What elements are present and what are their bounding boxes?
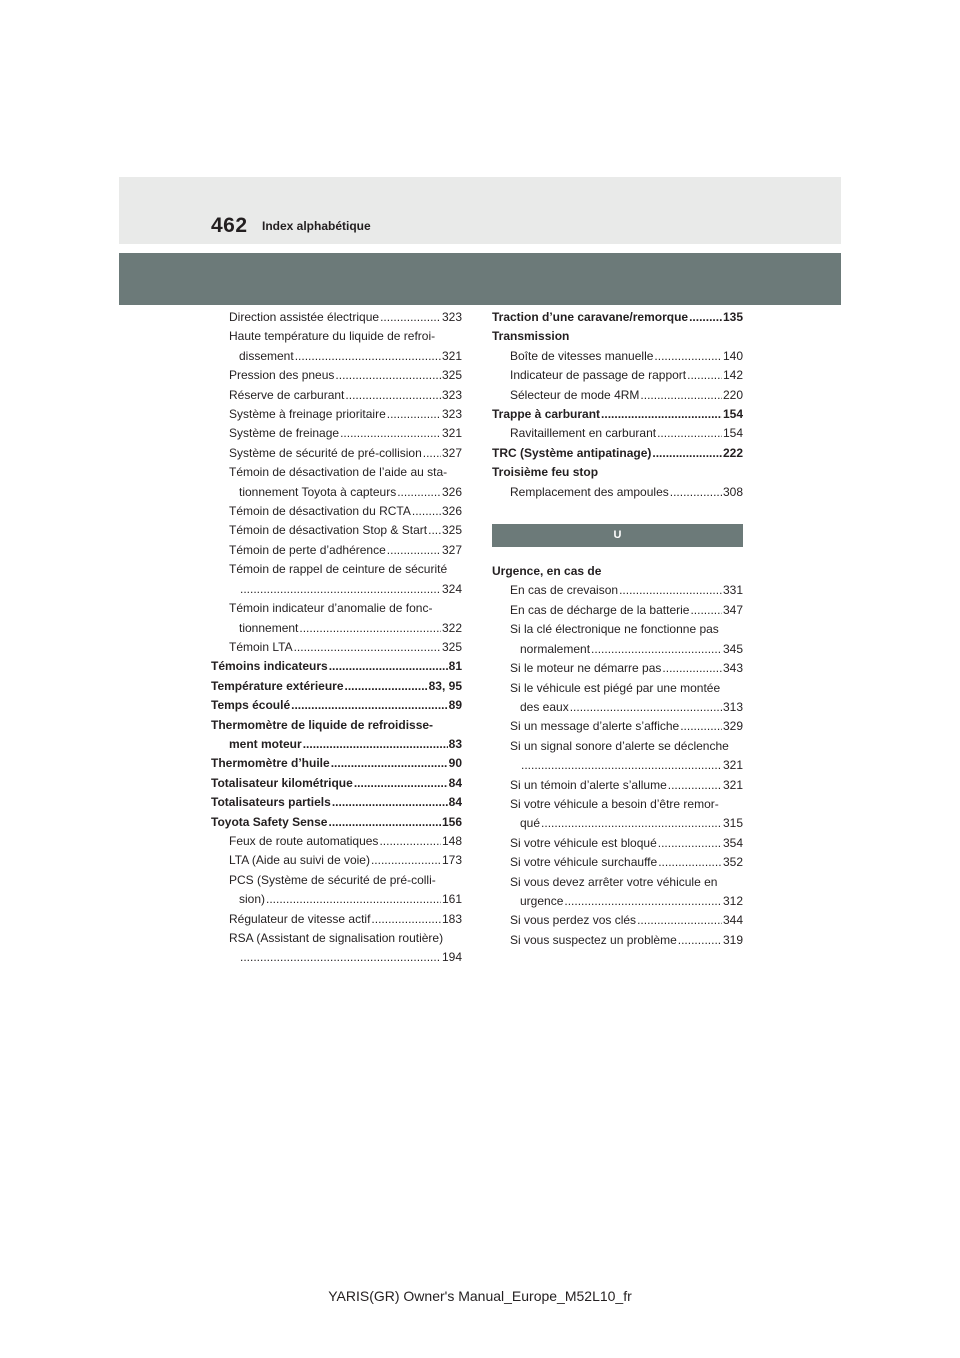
leader-dots (591, 640, 722, 659)
index-entry (492, 873, 743, 892)
index-entry-page: 354 (722, 835, 743, 850)
index-entry (492, 386, 743, 405)
index-entry (211, 832, 462, 851)
leader-dots (670, 483, 722, 502)
index-entry (211, 424, 462, 443)
index-entry (211, 444, 462, 463)
index-entry-label: En cas de décharge de la batterie (510, 602, 690, 617)
index-entry (492, 717, 743, 736)
index-entry-page: 222 (722, 445, 743, 460)
index-entry-label: Sélecteur de mode 4RM (510, 387, 640, 402)
leader-dots (340, 424, 441, 443)
index-entry (211, 871, 462, 890)
index-entry (211, 580, 462, 599)
index-entry-page: 90 (448, 756, 462, 771)
index-entry-page: 352 (722, 855, 743, 870)
index-entry-page: 327 (441, 445, 462, 460)
leader-dots (397, 483, 441, 502)
index-entry-label: urgence (520, 893, 564, 908)
leader-dots (299, 619, 441, 638)
index-entry-page: 83 (448, 736, 462, 751)
index-entry (492, 795, 743, 814)
index-entry (211, 502, 462, 521)
index-entry (492, 581, 743, 600)
index-entry-label: Système de freinage (229, 426, 340, 441)
index-entry-label: Si votre véhicule est bloqué (510, 835, 657, 850)
index-entry-page: 321 (441, 348, 462, 363)
section-band (119, 253, 841, 305)
index-entry-label: des eaux (520, 699, 569, 714)
section-title: Index alphabétique (262, 219, 371, 233)
index-entry-label: Témoin de désactivation de l’aide au sta- (229, 465, 448, 480)
index-entry-label: Si votre véhicule surchauffe (510, 855, 658, 870)
leader-dots (387, 405, 441, 424)
index-entry (211, 405, 462, 424)
index-entry-label: Totalisateurs partiels (211, 795, 331, 810)
index-entry-label: Feux de route automatiques (229, 833, 379, 848)
index-entry (492, 640, 743, 659)
index-entry (492, 405, 743, 424)
index-entry-label: ment moteur (229, 736, 302, 751)
index-entry-page: 154 (722, 426, 743, 441)
index-entry-label: RSA (Assistant de signalisation routière) (229, 931, 444, 945)
leader-dots (652, 444, 722, 463)
index-entry (211, 327, 462, 346)
index-entry (492, 834, 743, 853)
index-entry-label: Témoin de désactivation du RCTA (229, 504, 411, 519)
leader-dots (266, 890, 441, 909)
leader-dots (570, 698, 722, 717)
index-entry (211, 793, 462, 812)
index-entry (211, 851, 462, 870)
index-entry-page: 319 (722, 932, 743, 947)
index-entry-page: 329 (722, 719, 743, 734)
index-entry-label: Si la clé électronique ne fonctionne pas (510, 622, 719, 637)
index-entry (211, 774, 462, 793)
index-entry-label: Pression des pneus (229, 368, 335, 383)
index-entry-page: 312 (722, 893, 743, 908)
index-entry (211, 813, 462, 832)
index-column-right (492, 308, 743, 950)
index-entry-label: Si vous suspectez un problème (510, 932, 677, 947)
leader-dots (294, 638, 441, 657)
index-entry-label: Témoin de désactivation Stop & Start (229, 523, 428, 538)
index-entry (211, 483, 462, 502)
index-entry-page: 345 (722, 641, 743, 656)
leader-dots (335, 366, 441, 385)
index-entry (492, 698, 743, 717)
index-entry-label: Si vous perdez vos clés (510, 913, 637, 928)
index-entry (492, 814, 743, 833)
index-entry-page: 84 (448, 775, 462, 790)
index-entry (211, 638, 462, 657)
leader-dots (662, 659, 722, 678)
index-group-t (492, 308, 743, 502)
leader-dots (240, 948, 441, 967)
leader-dots (521, 756, 722, 775)
index-entry-label: dissement (239, 348, 294, 363)
index-entry-page: 142 (722, 368, 743, 383)
index-entry-label: Troisième feu stop (492, 465, 599, 480)
index-entry-page: 308 (722, 484, 743, 499)
index-entry-label: Température extérieure (211, 678, 344, 693)
leader-dots (354, 774, 448, 793)
leader-dots (331, 754, 448, 773)
index-entry-label: Si un message d’alerte s’affiche (510, 719, 680, 734)
index-entry (492, 424, 743, 443)
index-entry-label: En cas de crevaison (510, 583, 619, 598)
index-entry-page: 347 (722, 602, 743, 617)
index-entry (211, 910, 462, 929)
index-entry-label: normalement (520, 641, 591, 656)
index-entry-page: 326 (441, 504, 462, 519)
index-entry-label: Thermomètre de liquide de refroidisse- (211, 717, 434, 732)
index-entry-page: 325 (441, 523, 462, 538)
index-entry (211, 463, 462, 482)
footer-manual-id: YARIS(GR) Owner's Manual_Europe_M52L10_fr (328, 1288, 632, 1304)
index-entry-page: 321 (722, 777, 743, 792)
leader-dots (328, 813, 440, 832)
leader-dots (680, 717, 722, 736)
leader-dots (380, 308, 441, 327)
index-entry-page: 84 (448, 795, 462, 810)
index-entry-label: Si le moteur ne démarre pas (510, 661, 662, 676)
index-entry-page: 323 (441, 310, 462, 324)
index-entry-label: Régulateur de vitesse actif (229, 911, 371, 926)
leader-dots (658, 834, 722, 853)
index-entry (492, 737, 743, 756)
index-entry (492, 327, 743, 346)
index-entry-label: Témoin LTA (229, 639, 293, 654)
index-entry-label: Transmission (492, 329, 570, 344)
index-entry (492, 601, 743, 620)
index-entry-label: PCS (Système de sécurité de pré-colli- (229, 872, 436, 887)
index-entry-label: Urgence, en cas de (492, 564, 602, 579)
index-entry-label: Ravitaillement en carburant (510, 426, 657, 441)
index-entry-page: 325 (441, 368, 462, 383)
index-entry (211, 716, 462, 735)
index-entry (492, 756, 743, 775)
index-entry-page: 327 (441, 542, 462, 557)
leader-dots (371, 851, 441, 870)
index-entry-page: 321 (722, 758, 743, 773)
index-entry-page: 148 (441, 833, 462, 848)
index-entry-page: 323 (441, 407, 462, 422)
index-entry-label: Si le véhicule est piégé par une montée (510, 680, 721, 695)
leader-dots (668, 776, 722, 795)
index-entry-label: Traction d’une caravane/remorque (492, 310, 689, 324)
index-entry (492, 911, 743, 930)
index-entry-page: 220 (722, 387, 743, 402)
index-entry-page: 89 (448, 698, 462, 713)
index-entry-label: tionnement Toyota à capteurs (239, 484, 397, 499)
index-entry (211, 696, 462, 715)
leader-dots (240, 580, 441, 599)
index-entry-label: Réserve de carburant (229, 387, 345, 402)
leader-dots (658, 853, 722, 872)
index-entry-page: 323 (441, 387, 462, 402)
index-entry-label: Témoin de rappel de ceinture de sécurité (229, 562, 448, 577)
leader-dots (687, 366, 722, 385)
index-entry (492, 366, 743, 385)
index-entry (492, 892, 743, 911)
index-entry-label: LTA (Aide au suivi de voie) (229, 853, 370, 868)
leader-dots (690, 601, 722, 620)
index-entry-label: Si votre véhicule a besoin d’être remor- (510, 796, 719, 811)
letter-band-u: U (492, 524, 743, 547)
leader-dots (689, 308, 722, 327)
index-entry (492, 679, 743, 698)
index-entry-page: 156 (441, 814, 462, 829)
index-entry-page: 83, 95 (428, 678, 462, 693)
index-entry-label: Remplacement des ampoules (510, 484, 669, 499)
leader-dots (428, 521, 441, 540)
index-entry (211, 521, 462, 540)
index-entry (492, 620, 743, 639)
index-entry-page: 154 (722, 407, 743, 422)
leader-dots (332, 793, 448, 812)
index-entry (492, 562, 743, 581)
index-entry (211, 929, 462, 948)
index-entry (211, 657, 462, 676)
index-entry (492, 347, 743, 366)
leader-dots (371, 910, 441, 929)
index-entry (492, 308, 743, 327)
leader-dots (345, 677, 428, 696)
index-entry (211, 677, 462, 696)
index-entry (211, 386, 462, 405)
index-entry-page: 183 (441, 911, 462, 926)
index-entry-label: Témoin de perte d’adhérence (229, 542, 386, 557)
leader-dots (295, 347, 441, 366)
leader-dots (640, 386, 722, 405)
index-entry-page: 322 (441, 620, 462, 635)
index-entry-page: 140 (722, 348, 743, 363)
index-entry (211, 308, 462, 327)
index-entry-label: Si un signal sonore d’alerte se déclenche (510, 738, 729, 753)
index-entry (211, 754, 462, 773)
index-entry-page: 344 (722, 913, 743, 928)
index-entry-label: tionnement (239, 620, 299, 635)
index-entry (211, 347, 462, 366)
index-entry (492, 776, 743, 795)
index-entry-page: 325 (441, 639, 462, 654)
index-entry (211, 560, 462, 579)
index-entry-label: Direction assistée électrique (229, 310, 380, 324)
index-entry-label: Toyota Safety Sense (211, 814, 328, 829)
index-entry-label: sion) (239, 892, 266, 907)
index-entry-label: TRC (Système antipatinage) (492, 445, 652, 460)
leader-dots (412, 502, 441, 521)
index-entry (211, 890, 462, 909)
index-entry-label: qué (520, 816, 541, 831)
index-entry-label: Témoin indicateur d’anomalie de fonc- (229, 601, 433, 616)
index-entry (211, 366, 462, 385)
index-entry-label: Témoins indicateurs (211, 659, 328, 674)
index-entry (211, 541, 462, 560)
index-entry-label: Boîte de vitesses manuelle (510, 348, 654, 363)
leader-dots (678, 931, 722, 950)
page-number: 462 (211, 214, 248, 237)
leader-dots (345, 386, 441, 405)
leader-dots (423, 444, 441, 463)
leader-dots (637, 911, 722, 930)
index-entry (492, 931, 743, 950)
index-entry-label: Haute température du liquide de refroi- (229, 329, 436, 344)
index-entry (211, 735, 462, 754)
index-entry (492, 483, 743, 502)
index-entry-label: Si un témoin d’alerte s’allume (510, 777, 667, 792)
index-entry (211, 948, 462, 967)
index-entry-page: 321 (441, 426, 462, 441)
index-entry-page: 315 (722, 816, 743, 831)
index-entry-label: Indicateur de passage de rapport (510, 368, 687, 383)
index-entry-page: 326 (441, 484, 462, 499)
index-entry (492, 444, 743, 463)
index-entry-page: 135 (722, 310, 743, 324)
leader-dots (541, 814, 722, 833)
leader-dots (564, 892, 722, 911)
leader-dots (291, 696, 448, 715)
leader-dots (387, 541, 441, 560)
index-entry (492, 463, 743, 482)
index-entry-page: 324 (441, 581, 462, 596)
leader-dots (654, 347, 722, 366)
index-entry-page: 343 (722, 661, 743, 676)
index-entry (211, 599, 462, 618)
index-column-left (211, 308, 462, 968)
index-entry-label: Thermomètre d’huile (211, 756, 330, 771)
leader-dots (601, 405, 722, 424)
leader-dots (379, 832, 441, 851)
index-entry-page: 313 (722, 699, 743, 714)
index-entry (211, 619, 462, 638)
index-entry-page: 81 (448, 659, 462, 674)
index-entry-label: Trappe à carburant (492, 407, 601, 422)
index-entry-label: Temps écoulé (211, 698, 291, 713)
index-entry-page: 173 (441, 853, 462, 868)
index-entry-page: 161 (441, 892, 462, 907)
index-group-u (492, 562, 743, 950)
index-entry (492, 659, 743, 678)
index-entry-label: Si vous devez arrêter votre véhicule en (510, 874, 718, 889)
index-entry-label: Système à freinage prioritaire (229, 407, 386, 422)
leader-dots (303, 735, 448, 754)
index-entry-page: 331 (722, 583, 743, 598)
leader-dots (619, 581, 722, 600)
leader-dots (657, 424, 722, 443)
index-entry (492, 853, 743, 872)
leader-dots (329, 657, 448, 676)
index-entry-label: Système de sécurité de pré-collision (229, 445, 422, 460)
index-entry-page: 194 (441, 950, 462, 965)
index-entry-label: Totalisateur kilométrique (211, 775, 353, 790)
